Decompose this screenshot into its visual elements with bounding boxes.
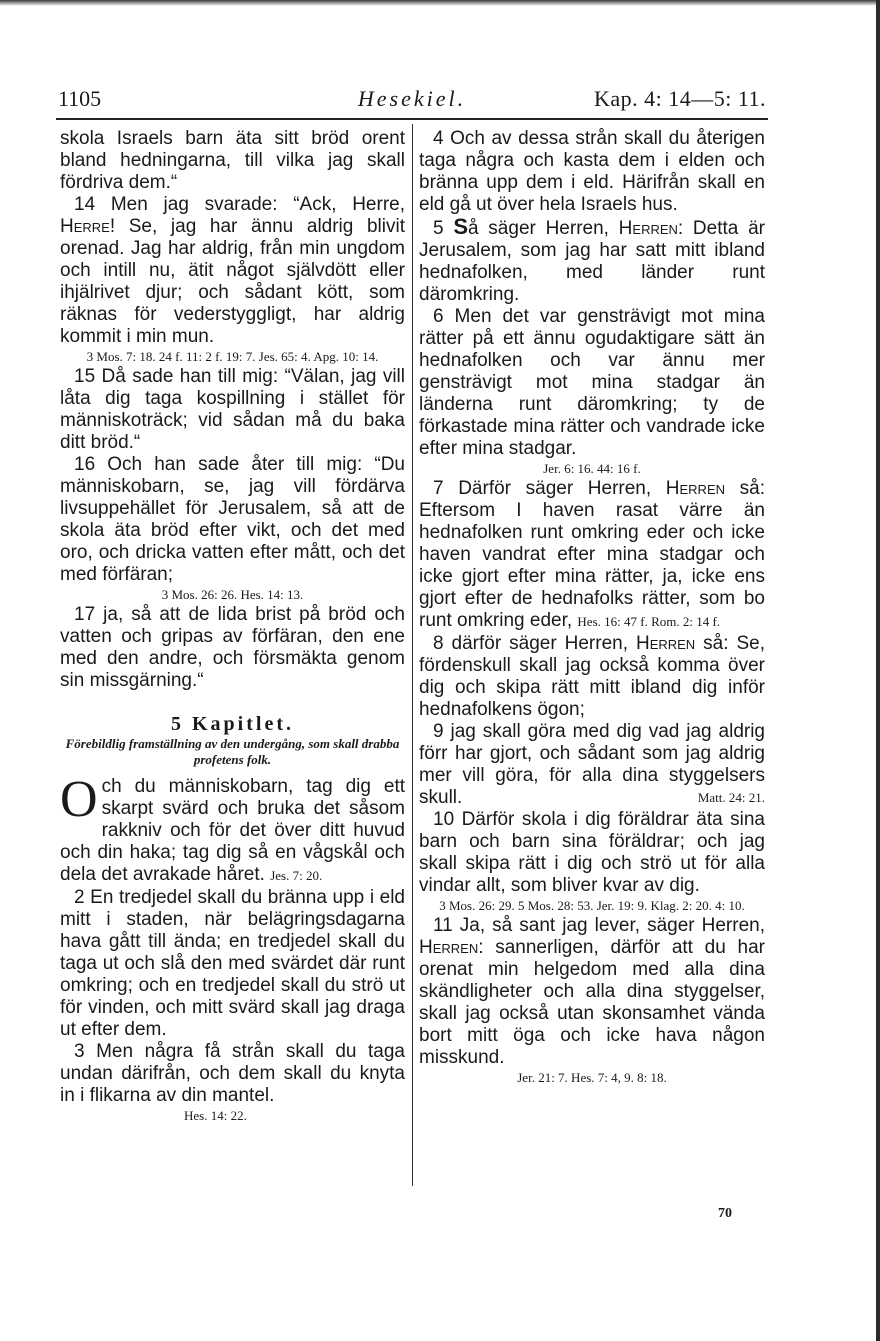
lord-smallcaps: Herren <box>618 218 678 239</box>
verse-14-text-b: ! Se, jag har ännu aldrig blivit orenad. Jag har aldrig, från min ungdom och intill nu, ätit något självdött eller ihjälrivet djur; och sådant kött, som räknas för vederstyggligt, har aldrig kommit i min mun. <box>60 216 405 347</box>
signature-mark: 70 <box>718 1206 732 1221</box>
lord-smallcaps: Herren <box>665 478 726 499</box>
verse-2: 2 En tredjedel skall du bränna upp i eld mitt i staden, när belägringsdagarna hava gått till ända; en tredjedel skall du taga ut och slå den med svärdet där runt omkring; och en tredjedel skall du strö ut för vinden, och mitt svärd skall jag draga ut efter dem. <box>60 887 405 1040</box>
verse-4: 4 Och av dessa strån skall du återigen taga några och kasta dem i elden och bränna upp dem i eld. Härifrån skall en eld gå ut över hela Israels hus. <box>419 128 765 215</box>
verse-7 <box>419 478 765 633</box>
page-number: 1105 <box>58 86 102 111</box>
verse-7-text-b: så: Eftersom I haven rasat värre än hednafolken runt omkring eder och icke haven vandrat efter mina stadgar och icke gjort efter mina rätter, ja, icke ens gjort efter de hednafolks rätter, som bo runt omkring eder, <box>419 478 765 631</box>
verse-13-continuation: skola Israels barn äta sitt bröd orent bland hedningarna, till vilka jag skall fördriva dem.“ <box>60 128 405 193</box>
running-header <box>58 86 766 116</box>
emphasized-letter: S <box>453 214 468 239</box>
page-edge-top <box>0 0 880 6</box>
verse-5-text-b: : Detta är Jerusalem, som jag har satt mitt ibland hednafolken, med länder runt däromkring. <box>419 218 765 305</box>
verse-5 <box>419 216 765 306</box>
verse-11 <box>419 915 765 1069</box>
verse-11-text-b: : sannerligen, därför att du har orenat min helgedom med alla dina skändligheter och alla dina styggelser, skall jag också utan skonsamhet vända bort mitt öga och icke hava någon misskund. <box>419 937 765 1068</box>
verse-10: 10 Därför skola i dig föräldrar äta sina barn och barn sina föräldrar; och jag skall skipa rätt i dig och strö ut för alla vindar allt, som bliver kvar av dig. <box>419 809 765 896</box>
chapter-reference: Kap. 4: 14—5: 11. <box>593 86 766 111</box>
lord-smallcaps: Herren <box>419 937 479 958</box>
cross-reference: Jes. 7: 20. <box>270 868 323 883</box>
cross-reference: Matt. 24: 21. <box>697 790 765 805</box>
column-divider <box>412 124 413 1186</box>
verse-6: 6 Men det var gensträvigt mot mina rätter på ett ännu ogudaktigare sätt än hednafolken och var ännu mer gensträvigt mot mina stadgar än länderna runt däromkring; ty de förkastade mina rätter och vandrade icke efter mina stadgar. <box>419 306 765 459</box>
cross-reference: Jer. 21: 7. Hes. 7: 4, 9. 8: 18. <box>517 1070 667 1085</box>
verse-17: 17 ja, så att de lida brist på bröd och vatten och gripas av förfäran, den ene med den andre, och försmäkta genom sin missgärning.“ <box>60 604 405 691</box>
verse-11-text-a: 11 Ja, så sant jag lever, säger Herren, <box>433 915 765 936</box>
verse-8 <box>419 633 765 721</box>
lord-smallcaps: Herre <box>60 216 110 237</box>
verse-7-text-a: 7 Därför säger Herren, <box>433 478 666 499</box>
cross-reference: 3 Mos. 7: 18. 24 f. 11: 2 f. 19: 7. Jes. 65: 4. Apg. 10: 14. <box>86 349 379 364</box>
verse-9 <box>419 721 765 809</box>
verse-5-text-a: å säger Herren, <box>468 218 619 239</box>
left-column <box>60 128 405 1125</box>
verse-3: 3 Men några få strån skall du taga undan därifrån, och dem skall du knyta in i flikarna av din mantel. <box>60 1041 405 1106</box>
page-edge-right <box>876 0 880 1341</box>
verse-14-text-a: 14 Men jag svarade: “Ack, Herre, <box>74 194 405 215</box>
right-column <box>419 128 765 1087</box>
chapter-title: 5 Kapitlet. <box>171 713 294 735</box>
verse-1-text: ch du människobarn, tag dig ett skarpt svärd och bruka det såsom rakkniv och för det över ditt huvud och din haka; tag dig så en vågskål och dela det avrakade håret. <box>60 776 405 885</box>
verse-5-number: 5 <box>433 218 454 239</box>
verse-8-text-a: 8 därför säger Herren, <box>433 633 636 654</box>
verse-1 <box>60 771 405 887</box>
drop-cap: O <box>60 771 98 828</box>
lord-smallcaps: Herren <box>635 633 696 654</box>
verse-16: 16 Och han sade åter till mig: “Du människobarn, se, jag vill fördärva livsuppehället för Jerusalem, så att de skola äta bröd efter vikt, och det med oro, och dricka vatten efter mått, och det med förfäran; <box>60 454 405 585</box>
verse-15: 15 Då sade han till mig: “Välan, jag vill låta dig taga kospillning i stället för människoträck; vid sådan må du baka ditt bröd.“ <box>60 366 405 453</box>
cross-reference: 3 Mos. 26: 26. Hes. 14: 13. <box>161 587 304 602</box>
book-title: Hesekiel. <box>357 86 467 111</box>
verse-9-text: 9 jag skall göra med dig vad jag aldrig förr har gjort, och sådant som jag aldrig mer vill göra, för alla dina styggelsers skull. <box>419 721 765 808</box>
verse-14 <box>60 194 405 348</box>
verse-8-text-b: så: Se, fördenskull skall jag också komma över dig och skipa rätt mitt ibland dig inför hednafolkens ögon; <box>419 633 766 720</box>
chapter-subtitle: Förebildlig framställning av den undergång, som skall drabba profetens folk. <box>65 736 400 767</box>
cross-reference: Jer. 6: 16. 44: 16 f. <box>543 461 641 476</box>
cross-reference: 3 Mos. 26: 29. 5 Mos. 28: 53. Jer. 19: 9. Klag. 2: 20. 4: 10. <box>439 898 745 913</box>
cross-reference: Hes. 16: 47 f. Rom. 2: 14 f. <box>577 614 721 629</box>
cross-reference: Hes. 14: 22. <box>184 1108 247 1123</box>
header-rule <box>56 118 768 120</box>
